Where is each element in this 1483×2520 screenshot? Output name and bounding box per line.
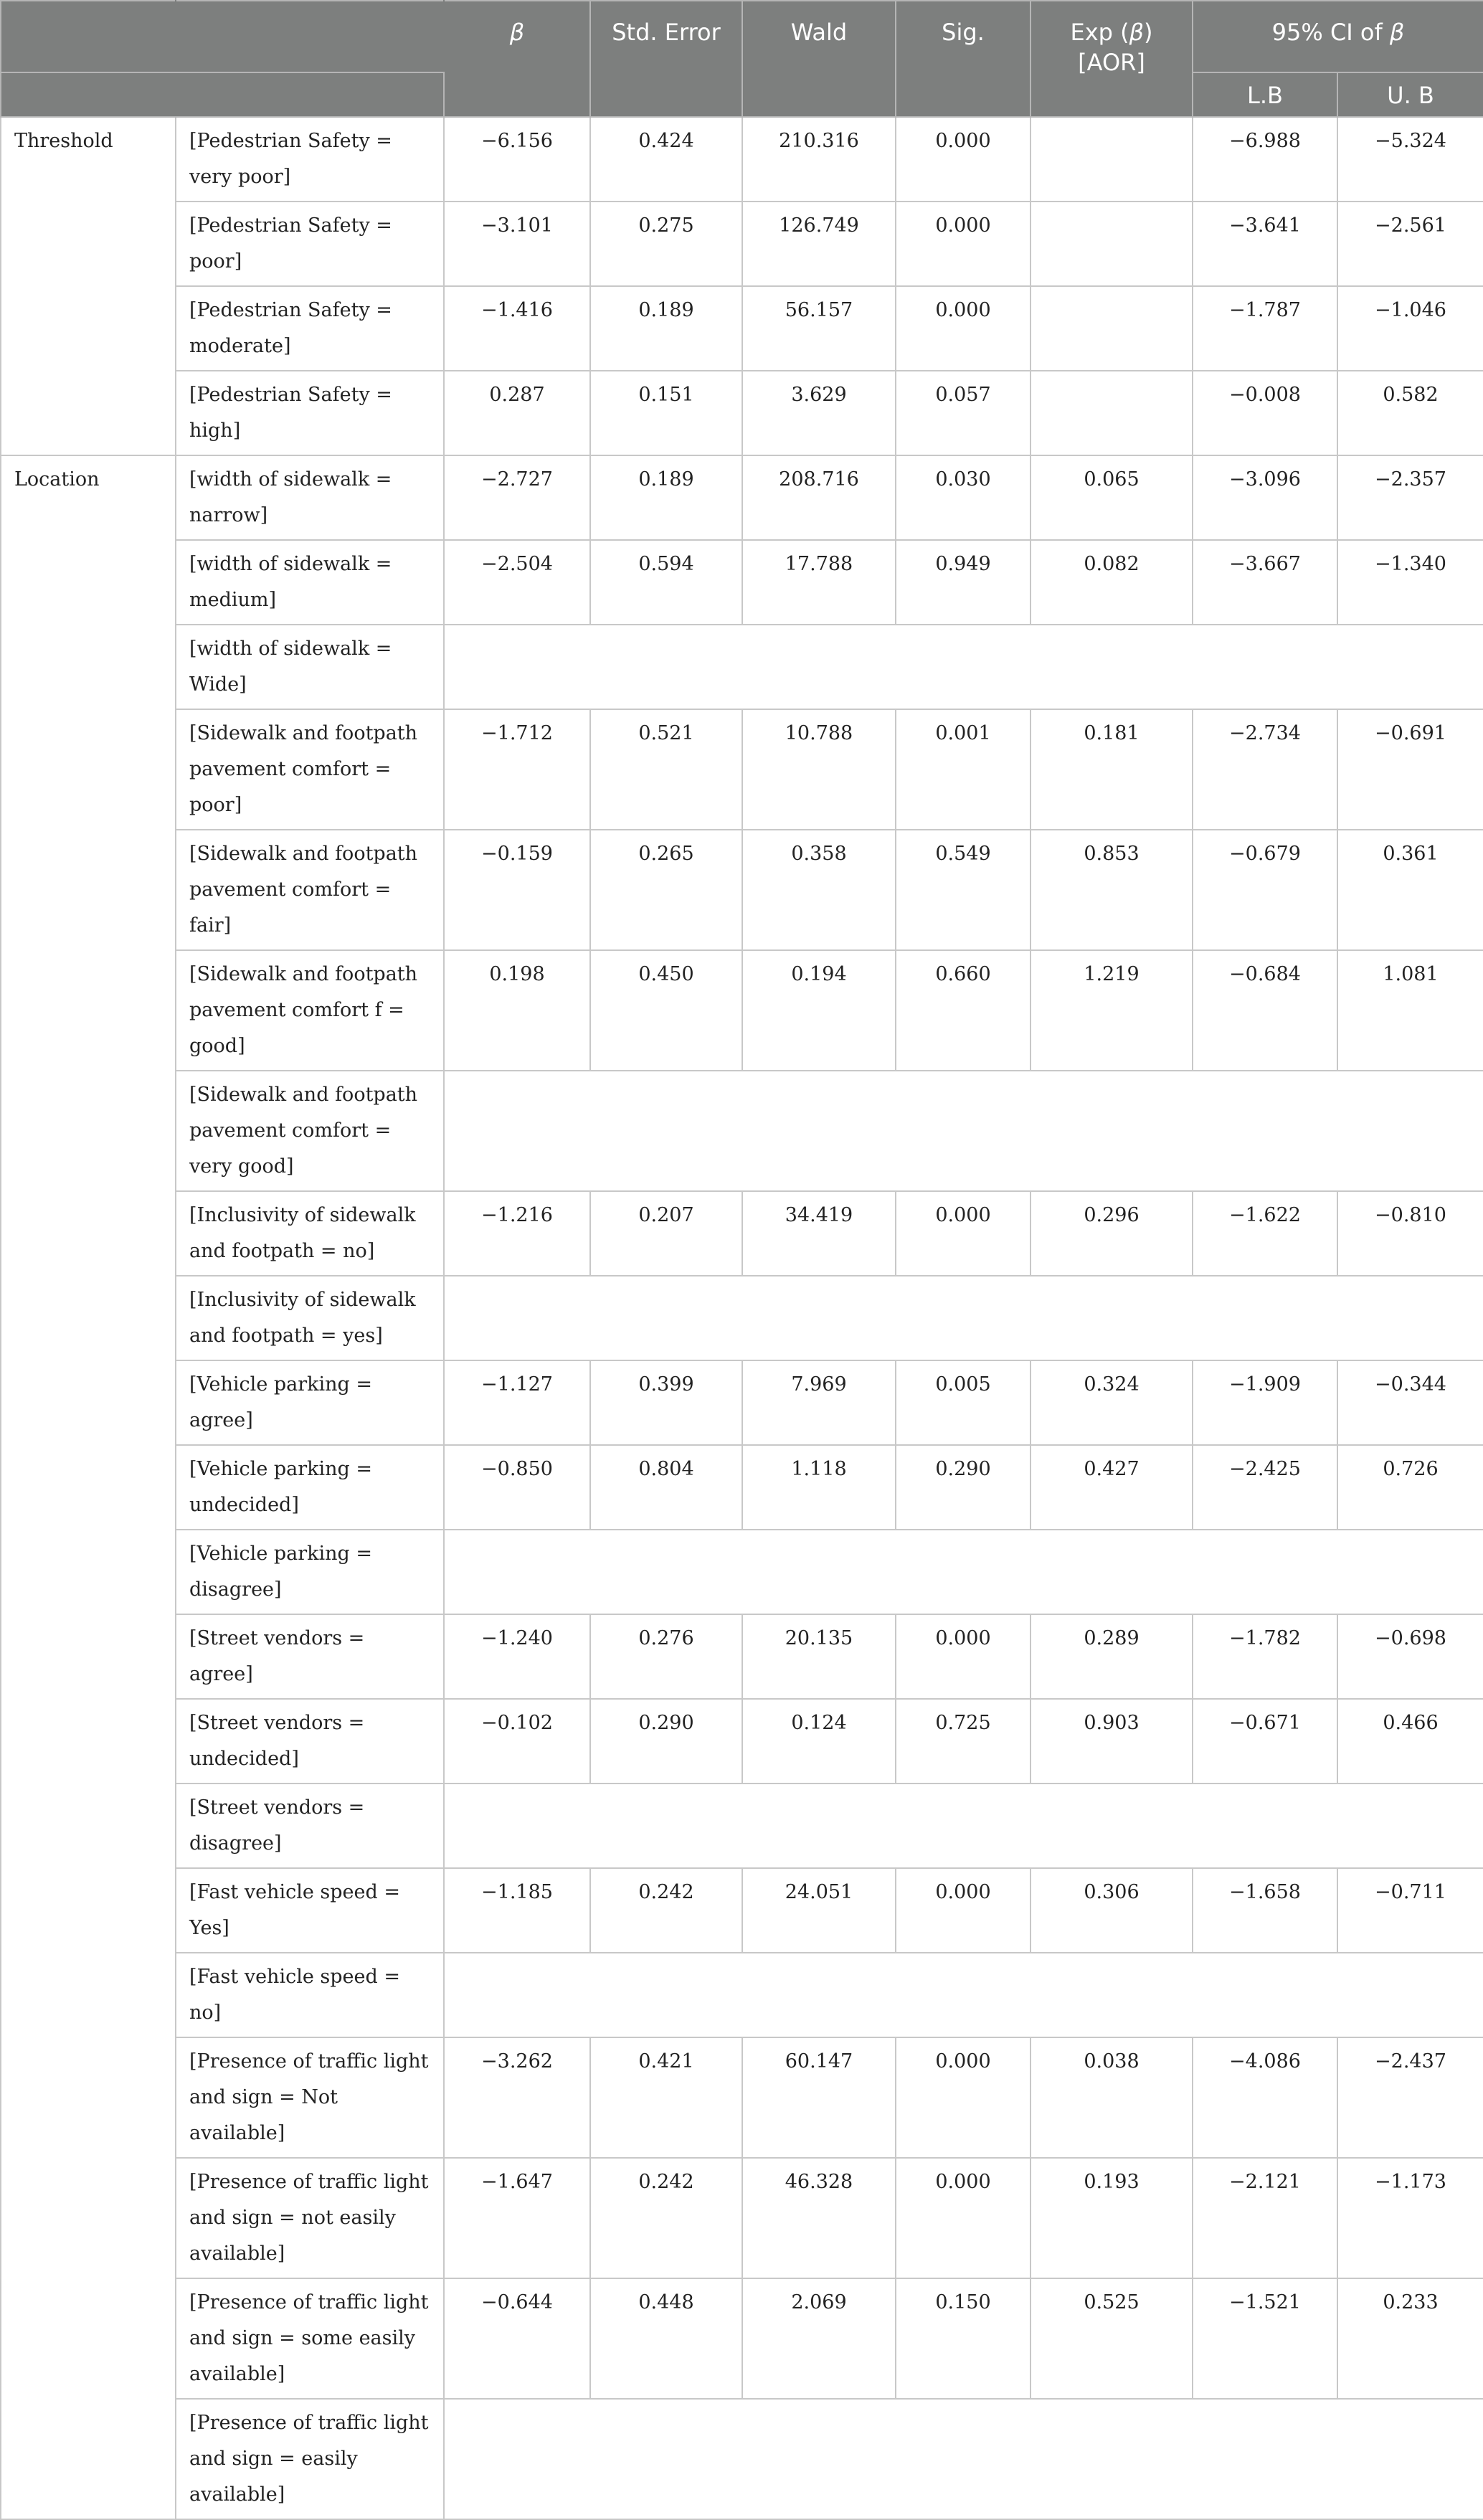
sig-cell: 0.001 xyxy=(896,709,1030,830)
sig-cell: 0.660 xyxy=(896,950,1030,1071)
table-body xyxy=(1,117,1483,2519)
table-row xyxy=(1,2278,1483,2399)
table-row xyxy=(1,1530,1483,1614)
exp-beta-cell: 0.306 xyxy=(1030,1868,1193,1953)
exp-beta-cell xyxy=(1030,286,1193,371)
std-error-cell: 0.276 xyxy=(590,1614,742,1699)
table-row xyxy=(1,1614,1483,1699)
ci-lower-cell: −2.734 xyxy=(1193,709,1337,830)
table-row xyxy=(1,540,1483,625)
wald-cell: 56.157 xyxy=(742,286,896,371)
std-error-cell: 0.151 xyxy=(590,371,742,455)
variable-label: [Inclusivity of sidewalk and footpath = no] xyxy=(176,1191,444,1276)
std-error-cell: 0.290 xyxy=(590,1699,742,1784)
ci-upper-cell: 0.361 xyxy=(1337,830,1483,950)
wald-cell: 208.716 xyxy=(742,455,896,540)
table-row xyxy=(1,286,1483,371)
table-row xyxy=(1,2399,1483,2519)
ci-lower-cell: −0.679 xyxy=(1193,830,1337,950)
beta-cell: 0.198 xyxy=(444,950,590,1071)
wald-cell: 10.788 xyxy=(742,709,896,830)
header-corner-empty xyxy=(1,72,176,117)
table-row xyxy=(1,709,1483,830)
beta-cell: −1.127 xyxy=(444,1360,590,1445)
exp-beta-cell xyxy=(1030,202,1193,286)
table-row xyxy=(1,1953,1483,2037)
wald-cell: 60.147 xyxy=(742,2037,896,2158)
header-lower-bound: L.B xyxy=(1193,72,1337,117)
ci-upper-cell: −0.698 xyxy=(1337,1614,1483,1699)
table-row xyxy=(1,455,1483,540)
table-row xyxy=(1,1868,1483,1953)
ci-upper-cell: −0.711 xyxy=(1337,1868,1483,1953)
variable-label: [Fast vehicle speed = Yes] xyxy=(176,1868,444,1953)
ci-upper-cell: 1.081 xyxy=(1337,950,1483,1071)
sig-cell: 0.000 xyxy=(896,1191,1030,1276)
wald-cell: 24.051 xyxy=(742,1868,896,1953)
exp-beta-cell: 0.296 xyxy=(1030,1191,1193,1276)
beta-cell: −6.156 xyxy=(444,117,590,202)
reference-category-empty xyxy=(444,1953,1483,2037)
header-corner-empty xyxy=(176,1,444,72)
sig-cell: 0.030 xyxy=(896,455,1030,540)
beta-cell: −3.262 xyxy=(444,2037,590,2158)
group-label-location: Location xyxy=(1,455,176,2519)
beta-cell: −1.712 xyxy=(444,709,590,830)
ci-lower-cell: −1.782 xyxy=(1193,1614,1337,1699)
variable-label: [Fast vehicle speed = no] xyxy=(176,1953,444,2037)
variable-label: [Presence of traffic light and sign = some easily available] xyxy=(176,2278,444,2399)
reference-category-empty xyxy=(444,1784,1483,1868)
std-error-cell: 0.189 xyxy=(590,455,742,540)
table-row xyxy=(1,1784,1483,1868)
wald-cell: 0.194 xyxy=(742,950,896,1071)
wald-cell: 46.328 xyxy=(742,2158,896,2278)
table-row xyxy=(1,117,1483,202)
exp-beta-cell: 0.324 xyxy=(1030,1360,1193,1445)
variable-label: [Pedestrian Safety = moderate] xyxy=(176,286,444,371)
beta-cell: −2.727 xyxy=(444,455,590,540)
sig-cell: 0.949 xyxy=(896,540,1030,625)
sig-cell: 0.000 xyxy=(896,1868,1030,1953)
header-std-error: Std. Error xyxy=(590,1,742,117)
sig-cell: 0.000 xyxy=(896,1614,1030,1699)
wald-cell: 20.135 xyxy=(742,1614,896,1699)
exp-beta-cell: 0.853 xyxy=(1030,830,1193,950)
variable-label: [Sidewalk and footpath pavement comfort = very good] xyxy=(176,1071,444,1191)
ci-lower-cell: −3.641 xyxy=(1193,202,1337,286)
std-error-cell: 0.521 xyxy=(590,709,742,830)
header-corner-empty xyxy=(1,1,176,72)
variable-label: [Street vendors = disagree] xyxy=(176,1784,444,1868)
header-ci-of-beta: 95% CI of β xyxy=(1193,1,1483,72)
std-error-cell: 0.265 xyxy=(590,830,742,950)
ci-lower-cell: −1.658 xyxy=(1193,1868,1337,1953)
ci-lower-cell: −4.086 xyxy=(1193,2037,1337,2158)
variable-label: [Inclusivity of sidewalk and footpath = yes] xyxy=(176,1276,444,1360)
reference-category-empty xyxy=(444,1071,1483,1191)
wald-cell: 1.118 xyxy=(742,1445,896,1530)
exp-beta-cell: 0.525 xyxy=(1030,2278,1193,2399)
reference-category-empty xyxy=(444,1276,1483,1360)
reference-category-empty xyxy=(444,625,1483,709)
wald-cell: 0.124 xyxy=(742,1699,896,1784)
table-row xyxy=(1,1276,1483,1360)
std-error-cell: 0.275 xyxy=(590,202,742,286)
std-error-cell: 0.804 xyxy=(590,1445,742,1530)
beta-cell: −0.159 xyxy=(444,830,590,950)
beta-cell: −1.185 xyxy=(444,1868,590,1953)
ci-upper-cell: −1.046 xyxy=(1337,286,1483,371)
std-error-cell: 0.242 xyxy=(590,1868,742,1953)
table-row xyxy=(1,1071,1483,1191)
exp-beta-cell: 0.181 xyxy=(1030,709,1193,830)
std-error-cell: 0.242 xyxy=(590,2158,742,2278)
group-label-threshold: Threshold xyxy=(1,117,176,455)
beta-cell: −2.504 xyxy=(444,540,590,625)
variable-label: [Vehicle parking = agree] xyxy=(176,1360,444,1445)
table-row xyxy=(1,1699,1483,1784)
exp-beta-cell: 0.193 xyxy=(1030,2158,1193,2278)
exp-beta-cell xyxy=(1030,371,1193,455)
sig-cell: 0.000 xyxy=(896,117,1030,202)
ci-upper-cell: −5.324 xyxy=(1337,117,1483,202)
wald-cell: 2.069 xyxy=(742,2278,896,2399)
ci-lower-cell: −6.988 xyxy=(1193,117,1337,202)
variable-label: [Street vendors = undecided] xyxy=(176,1699,444,1784)
variable-label: [width of sidewalk = narrow] xyxy=(176,455,444,540)
ci-upper-cell: −2.357 xyxy=(1337,455,1483,540)
wald-cell: 126.749 xyxy=(742,202,896,286)
std-error-cell: 0.421 xyxy=(590,2037,742,2158)
header-upper-bound: U. B xyxy=(1337,72,1483,117)
ci-upper-cell: −0.344 xyxy=(1337,1360,1483,1445)
reference-category-empty xyxy=(444,2399,1483,2519)
wald-cell: 210.316 xyxy=(742,117,896,202)
sig-cell: 0.005 xyxy=(896,1360,1030,1445)
wald-cell: 3.629 xyxy=(742,371,896,455)
variable-label: [Presence of traffic light and sign = not easily available] xyxy=(176,2158,444,2278)
beta-cell: −0.850 xyxy=(444,1445,590,1530)
variable-label: [Pedestrian Safety = very poor] xyxy=(176,117,444,202)
wald-cell: 17.788 xyxy=(742,540,896,625)
ci-upper-cell: −1.340 xyxy=(1337,540,1483,625)
ci-lower-cell: −1.787 xyxy=(1193,286,1337,371)
ci-upper-cell: 0.726 xyxy=(1337,1445,1483,1530)
exp-beta-cell xyxy=(1030,117,1193,202)
table-row xyxy=(1,202,1483,286)
std-error-cell: 0.448 xyxy=(590,2278,742,2399)
std-error-cell: 0.450 xyxy=(590,950,742,1071)
sig-cell: 0.000 xyxy=(896,286,1030,371)
variable-label: [Pedestrian Safety = poor] xyxy=(176,202,444,286)
reference-category-empty xyxy=(444,1530,1483,1614)
beta-cell: −3.101 xyxy=(444,202,590,286)
exp-beta-cell: 0.289 xyxy=(1030,1614,1193,1699)
sig-cell: 0.000 xyxy=(896,202,1030,286)
ci-upper-cell: −2.437 xyxy=(1337,2037,1483,2158)
ci-lower-cell: −0.008 xyxy=(1193,371,1337,455)
ci-lower-cell: −3.667 xyxy=(1193,540,1337,625)
variable-label: [Presence of traffic light and sign = Not available] xyxy=(176,2037,444,2158)
ci-lower-cell: −0.671 xyxy=(1193,1699,1337,1784)
table-header xyxy=(1,1,1483,117)
ci-lower-cell: −0.684 xyxy=(1193,950,1337,1071)
header-beta: β xyxy=(444,1,590,117)
beta-cell: 0.287 xyxy=(444,371,590,455)
sig-cell: 0.549 xyxy=(896,830,1030,950)
sig-cell: 0.057 xyxy=(896,371,1030,455)
ci-upper-cell: 0.466 xyxy=(1337,1699,1483,1784)
variable-label: [Sidewalk and footpath pavement comfort = fair] xyxy=(176,830,444,950)
sig-cell: 0.000 xyxy=(896,2158,1030,2278)
ci-upper-cell: −0.691 xyxy=(1337,709,1483,830)
ci-upper-cell: −1.173 xyxy=(1337,2158,1483,2278)
variable-label: [Pedestrian Safety = high] xyxy=(176,371,444,455)
ci-upper-cell: 0.233 xyxy=(1337,2278,1483,2399)
std-error-cell: 0.594 xyxy=(590,540,742,625)
ci-upper-cell: 0.582 xyxy=(1337,371,1483,455)
table-row xyxy=(1,2158,1483,2278)
beta-cell: −1.416 xyxy=(444,286,590,371)
variable-label: [Vehicle parking = disagree] xyxy=(176,1530,444,1614)
ci-lower-cell: −2.121 xyxy=(1193,2158,1337,2278)
header-exp-beta-aor: Exp (β) [AOR] xyxy=(1030,1,1193,117)
ci-lower-cell: −1.909 xyxy=(1193,1360,1337,1445)
ci-upper-cell: −2.561 xyxy=(1337,202,1483,286)
variable-label: [Sidewalk and footpath pavement comfort f = good] xyxy=(176,950,444,1071)
ci-lower-cell: −1.521 xyxy=(1193,2278,1337,2399)
sig-cell: 0.150 xyxy=(896,2278,1030,2399)
ci-lower-cell: −1.622 xyxy=(1193,1191,1337,1276)
std-error-cell: 0.399 xyxy=(590,1360,742,1445)
variable-label: [width of sidewalk = Wide] xyxy=(176,625,444,709)
table-row xyxy=(1,950,1483,1071)
std-error-cell: 0.424 xyxy=(590,117,742,202)
std-error-cell: 0.207 xyxy=(590,1191,742,1276)
sig-cell: 0.725 xyxy=(896,1699,1030,1784)
header-wald: Wald xyxy=(742,1,896,117)
table-row xyxy=(1,2037,1483,2158)
table-row xyxy=(1,371,1483,455)
exp-beta-cell: 0.038 xyxy=(1030,2037,1193,2158)
ci-upper-cell: −0.810 xyxy=(1337,1191,1483,1276)
variable-label: [Street vendors = agree] xyxy=(176,1614,444,1699)
variable-label: [Sidewalk and footpath pavement comfort = poor] xyxy=(176,709,444,830)
table-row xyxy=(1,1360,1483,1445)
beta-cell: −1.240 xyxy=(444,1614,590,1699)
wald-cell: 34.419 xyxy=(742,1191,896,1276)
beta-cell: −1.647 xyxy=(444,2158,590,2278)
exp-beta-cell: 0.065 xyxy=(1030,455,1193,540)
table-row xyxy=(1,1445,1483,1530)
variable-label: [Vehicle parking = undecided] xyxy=(176,1445,444,1530)
table-row xyxy=(1,1191,1483,1276)
exp-beta-cell: 0.903 xyxy=(1030,1699,1193,1784)
header-sig: Sig. xyxy=(896,1,1030,117)
header-corner-empty xyxy=(176,72,444,117)
beta-cell: −0.644 xyxy=(444,2278,590,2399)
variable-label: [width of sidewalk = medium] xyxy=(176,540,444,625)
ci-lower-cell: −3.096 xyxy=(1193,455,1337,540)
beta-cell: −1.216 xyxy=(444,1191,590,1276)
wald-cell: 7.969 xyxy=(742,1360,896,1445)
sig-cell: 0.000 xyxy=(896,2037,1030,2158)
sig-cell: 0.290 xyxy=(896,1445,1030,1530)
beta-cell: −0.102 xyxy=(444,1699,590,1784)
exp-beta-cell: 1.219 xyxy=(1030,950,1193,1071)
std-error-cell: 0.189 xyxy=(590,286,742,371)
exp-beta-cell: 0.427 xyxy=(1030,1445,1193,1530)
wald-cell: 0.358 xyxy=(742,830,896,950)
table-row xyxy=(1,625,1483,709)
ci-lower-cell: −2.425 xyxy=(1193,1445,1337,1530)
variable-label: [Presence of traffic light and sign = easily available] xyxy=(176,2399,444,2519)
table-row xyxy=(1,830,1483,950)
exp-beta-cell: 0.082 xyxy=(1030,540,1193,625)
